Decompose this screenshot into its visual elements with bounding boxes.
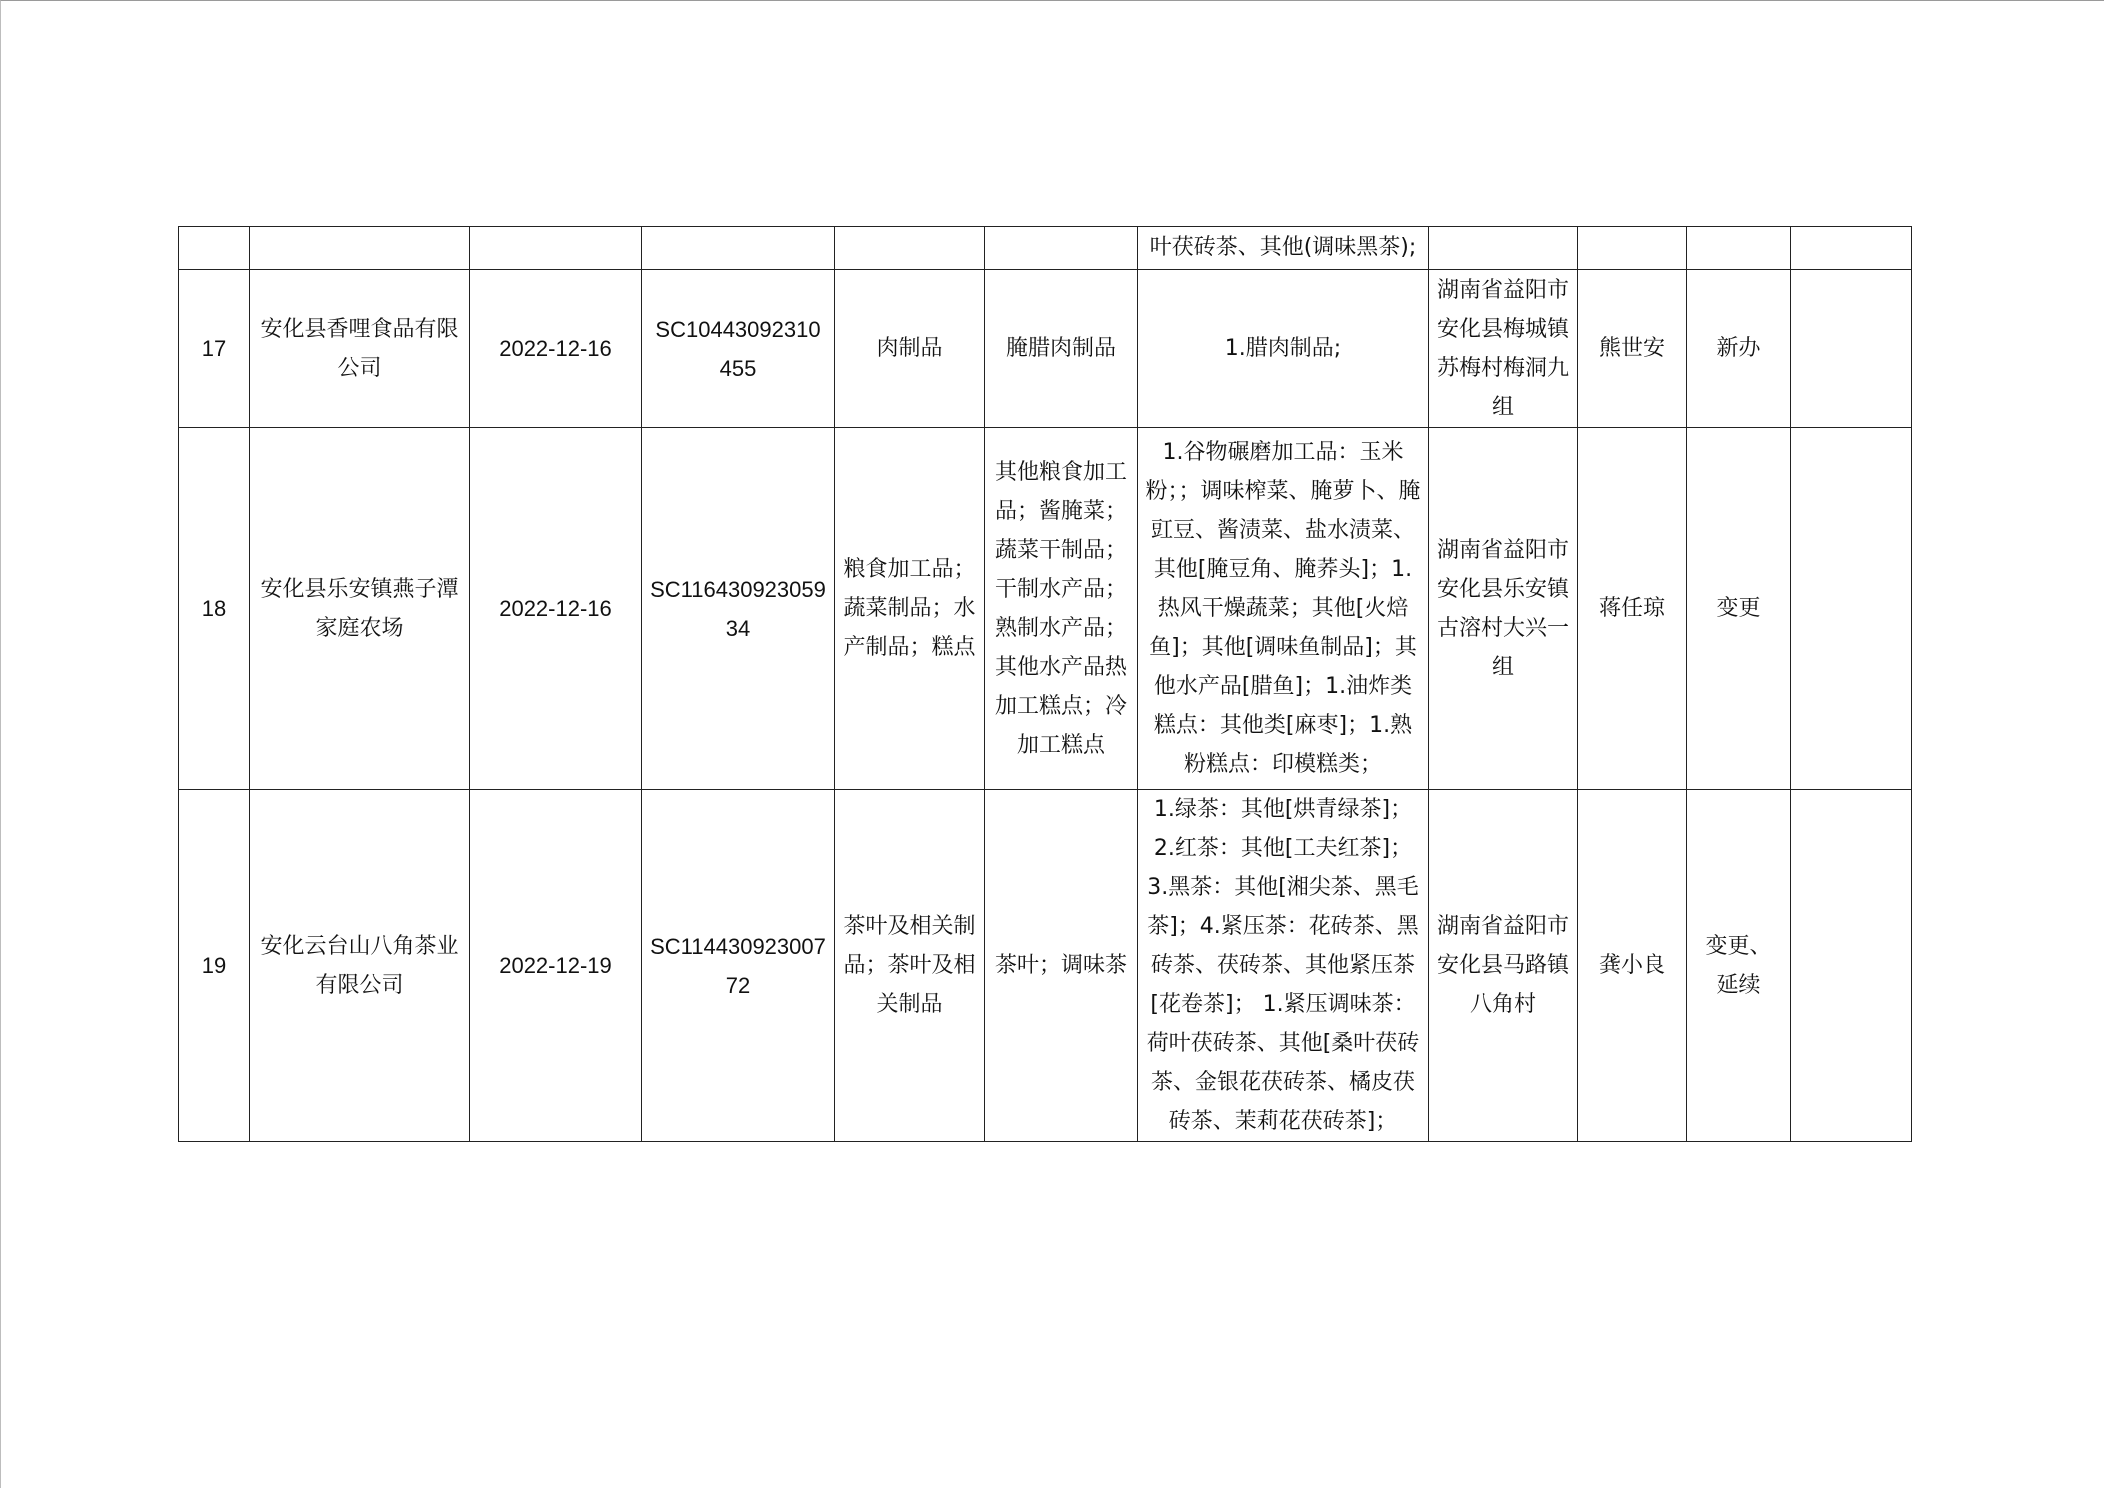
- cell-no: 17: [179, 270, 250, 428]
- cell-date: 2022-12-16: [470, 270, 642, 428]
- cell-legal-rep: 蒋任琼: [1578, 428, 1687, 790]
- cell-legal-rep: 龚小良: [1578, 790, 1687, 1142]
- cell-remark: [1791, 790, 1912, 1142]
- cell-no: 19: [179, 790, 250, 1142]
- cell-category: 茶叶及相关制品；茶叶及相关制品: [835, 790, 985, 1142]
- cell-remark: [1791, 270, 1912, 428]
- cell-company: 安化云台山八角茶业有限公司: [250, 790, 470, 1142]
- cell-date: [470, 227, 642, 270]
- cell-license-no: SC11443092300772: [642, 790, 835, 1142]
- cell-license-no: SC11643092305934: [642, 428, 835, 790]
- table-row: [179, 790, 1912, 1142]
- cell-date: 2022-12-16: [470, 428, 642, 790]
- cell-sub-category: 腌腊肉制品: [985, 270, 1138, 428]
- cell-category: 肉制品: [835, 270, 985, 428]
- cell-remark: [1791, 428, 1912, 790]
- cell-address: 湖南省益阳市安化县马路镇八角村: [1429, 790, 1578, 1142]
- cell-details: 1.绿茶：其他[烘青绿茶]；2.红茶：其他[工夫红茶]；3.黑茶：其他[湘尖茶、黑毛茶]；4.紧压茶：花砖茶、黑砖茶、茯砖茶、其他紧压茶[花卷茶]； 1.紧压调味茶：荷叶茯砖茶、其他[桑叶茯砖茶、金银花茯砖茶、橘皮茯砖茶、茉莉花茯砖茶]；: [1138, 790, 1429, 1142]
- cell-action: [1687, 227, 1791, 270]
- cell-sub-category: 茶叶；调味茶: [985, 790, 1138, 1142]
- cell-action: 新办: [1687, 270, 1791, 428]
- cell-address: 湖南省益阳市安化县梅城镇苏梅村梅洞九组: [1429, 270, 1578, 428]
- cell-license-no: [642, 227, 835, 270]
- cell-license-no: SC10443092310455: [642, 270, 835, 428]
- cell-category: 粮食加工品；蔬菜制品；水产制品；糕点: [835, 428, 985, 790]
- cell-company: 安化县香哩食品有限公司: [250, 270, 470, 428]
- cell-action: 变更: [1687, 428, 1791, 790]
- cell-sub-category: 其他粮食加工品；酱腌菜；蔬菜干制品；干制水产品；熟制水产品；其他水产品热加工糕点；冷加工糕点: [985, 428, 1138, 790]
- cell-address: 湖南省益阳市安化县乐安镇古溶村大兴一组: [1429, 428, 1578, 790]
- cell-details: 叶茯砖茶、其他(调味黑茶);: [1138, 227, 1429, 270]
- cell-action: 变更、延续: [1687, 790, 1791, 1142]
- cell-sub-category: [985, 227, 1138, 270]
- cell-date: 2022-12-19: [470, 790, 642, 1142]
- table-row: [179, 428, 1912, 790]
- cell-no: [179, 227, 250, 270]
- cell-legal-rep: [1578, 227, 1687, 270]
- cell-category: [835, 227, 985, 270]
- cell-address: [1429, 227, 1578, 270]
- cell-company: 安化县乐安镇燕子潭家庭农场: [250, 428, 470, 790]
- cell-details: 1.腊肉制品;: [1138, 270, 1429, 428]
- license-table: [178, 226, 1912, 1142]
- table-row: [179, 227, 1912, 270]
- cell-remark: [1791, 227, 1912, 270]
- cell-company: [250, 227, 470, 270]
- table-row: [179, 270, 1912, 428]
- cell-no: 18: [179, 428, 250, 790]
- cell-legal-rep: 熊世安: [1578, 270, 1687, 428]
- cell-details: 1.谷物碾磨加工品：玉米粉；；调味榨菜、腌萝卜、腌豇豆、酱渍菜、盐水渍菜、其他[腌豆角、腌荞头]；1.热风干燥蔬菜；其他[火焙鱼]；其他[调味鱼制品]；其他水产品[腊鱼]；1.油炸类糕点：其他类[麻枣]；1.熟粉糕点：印模糕类；: [1138, 428, 1429, 790]
